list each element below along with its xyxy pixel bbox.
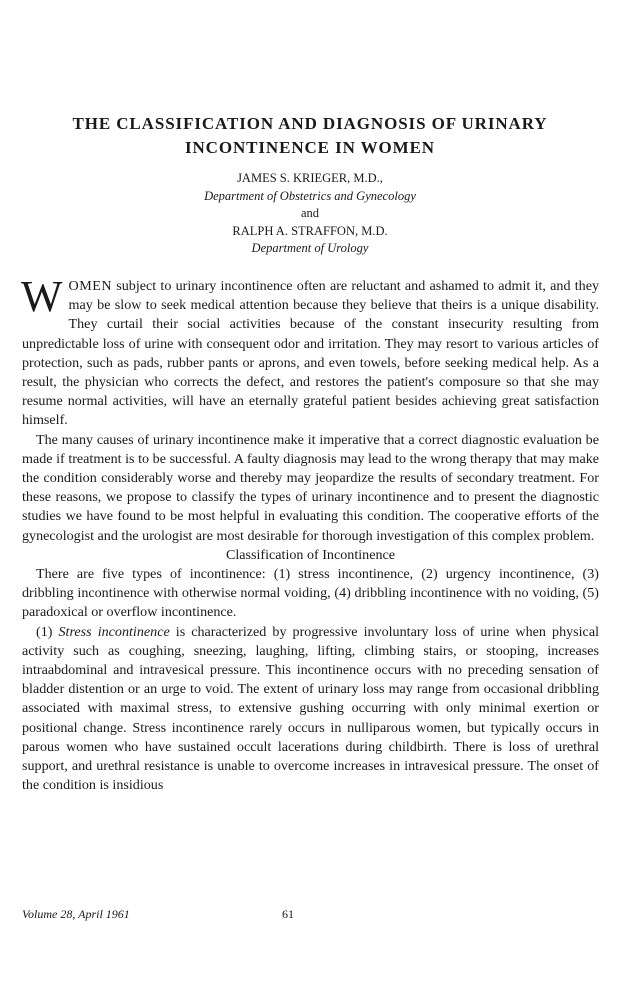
- author-2-department: Department of Urology: [251, 241, 369, 255]
- title-line-2: INCONTINENCE IN WOMEN: [184, 138, 435, 157]
- author-1-department: Department of Obstetrics and Gynecology: [204, 188, 416, 203]
- author-conjunction: and: [300, 206, 320, 220]
- intro-smallcaps: OMEN: [68, 278, 113, 294]
- paragraph-4-text: is characterized by progressive involuntary loss of urine when physical activity such as coughing, sneezing, laughing, lifting, climbing stairs, or stooping, increases intraabdominal and intravesical pressure. This incontinence occurs with no preceding sensation of bladder distention or an urge to void. The extent of urinary loss may range from occasional dribbling associated with maximal stress, to extensive gushing occurring with only minimal exertion or positional change. Stress incontinence rarely occurs in nulliparous women, but typically occurs in parous women who have sustained occult lacerations during childbirth. There is loss of urethral support, and urethral resistance is unable to overcome increases in intravesical pressure. The onset of the condition is insidious: [22, 623, 599, 794]
- paragraph-2: The many causes of urinary incontinence make it imperative that a correct diagnostic evaluation be made if treatment is to be successful. A faulty diagnosis may lead to the wrong therapy that may make the condition considerably worse and thereby may jeopardize the results of secondary treatment. For these reasons, we propose to classify the types of urinary incontinence and to present the diagnostic studies we have found to be most helpful in evaluating this condition. The cooperative efforts of the gynecologist and the urologist are most desirable for thorough investigation of this complex problem.: [22, 431, 599, 544]
- intro-text: subject to urinary incontinence often are reluctant and ashamed to admit it, and they may be slow to seek medical attention because they believe that theirs is a unique disability. They curtail their social activities because of the constant insecurity resulting from unpredictable loss of urine with consequent odor and irritation. They may resort to various articles of protection, such as pads, rubber pants or aprons, and even towels, before seeking medical help. As a result, the physician who corrects the defect, and restores the patient's composure so that she may resume normal activities, will have an eternally grateful patient besides achieving great satisfaction himself.: [22, 278, 599, 429]
- drop-cap: W: [21, 272, 63, 321]
- item-number: (1): [36, 623, 59, 640]
- article-body: [21, 272, 599, 795]
- page-number: 61: [282, 907, 294, 921]
- paragraph-4: [22, 623, 599, 796]
- section-heading: Classification of Incontinence: [225, 546, 396, 563]
- title-line-1: THE CLASSIFICATION AND DIAGNOSIS OF URINARY: [72, 114, 548, 133]
- paragraph-3: There are five types of incontinence: (1) stress incontinence, (2) urgency incontinence, (3) dribbling incontinence with otherwise normal voiding, (4) dribbling incontinence with no voiding, (5) paradoxical or overflow incontinence.: [22, 566, 599, 621]
- author-2-name: RALPH A. STRAFFON, M.D.: [232, 223, 388, 238]
- stress-incontinence-term: Stress incontinence: [58, 623, 170, 640]
- author-block: [0, 170, 620, 258]
- journal-volume: Volume 28, April 1961: [22, 907, 130, 921]
- paragraph-intro: [21, 272, 599, 431]
- author-1-name: JAMES S. KRIEGER, M.D.,: [237, 171, 383, 185]
- article-title: [40, 112, 580, 160]
